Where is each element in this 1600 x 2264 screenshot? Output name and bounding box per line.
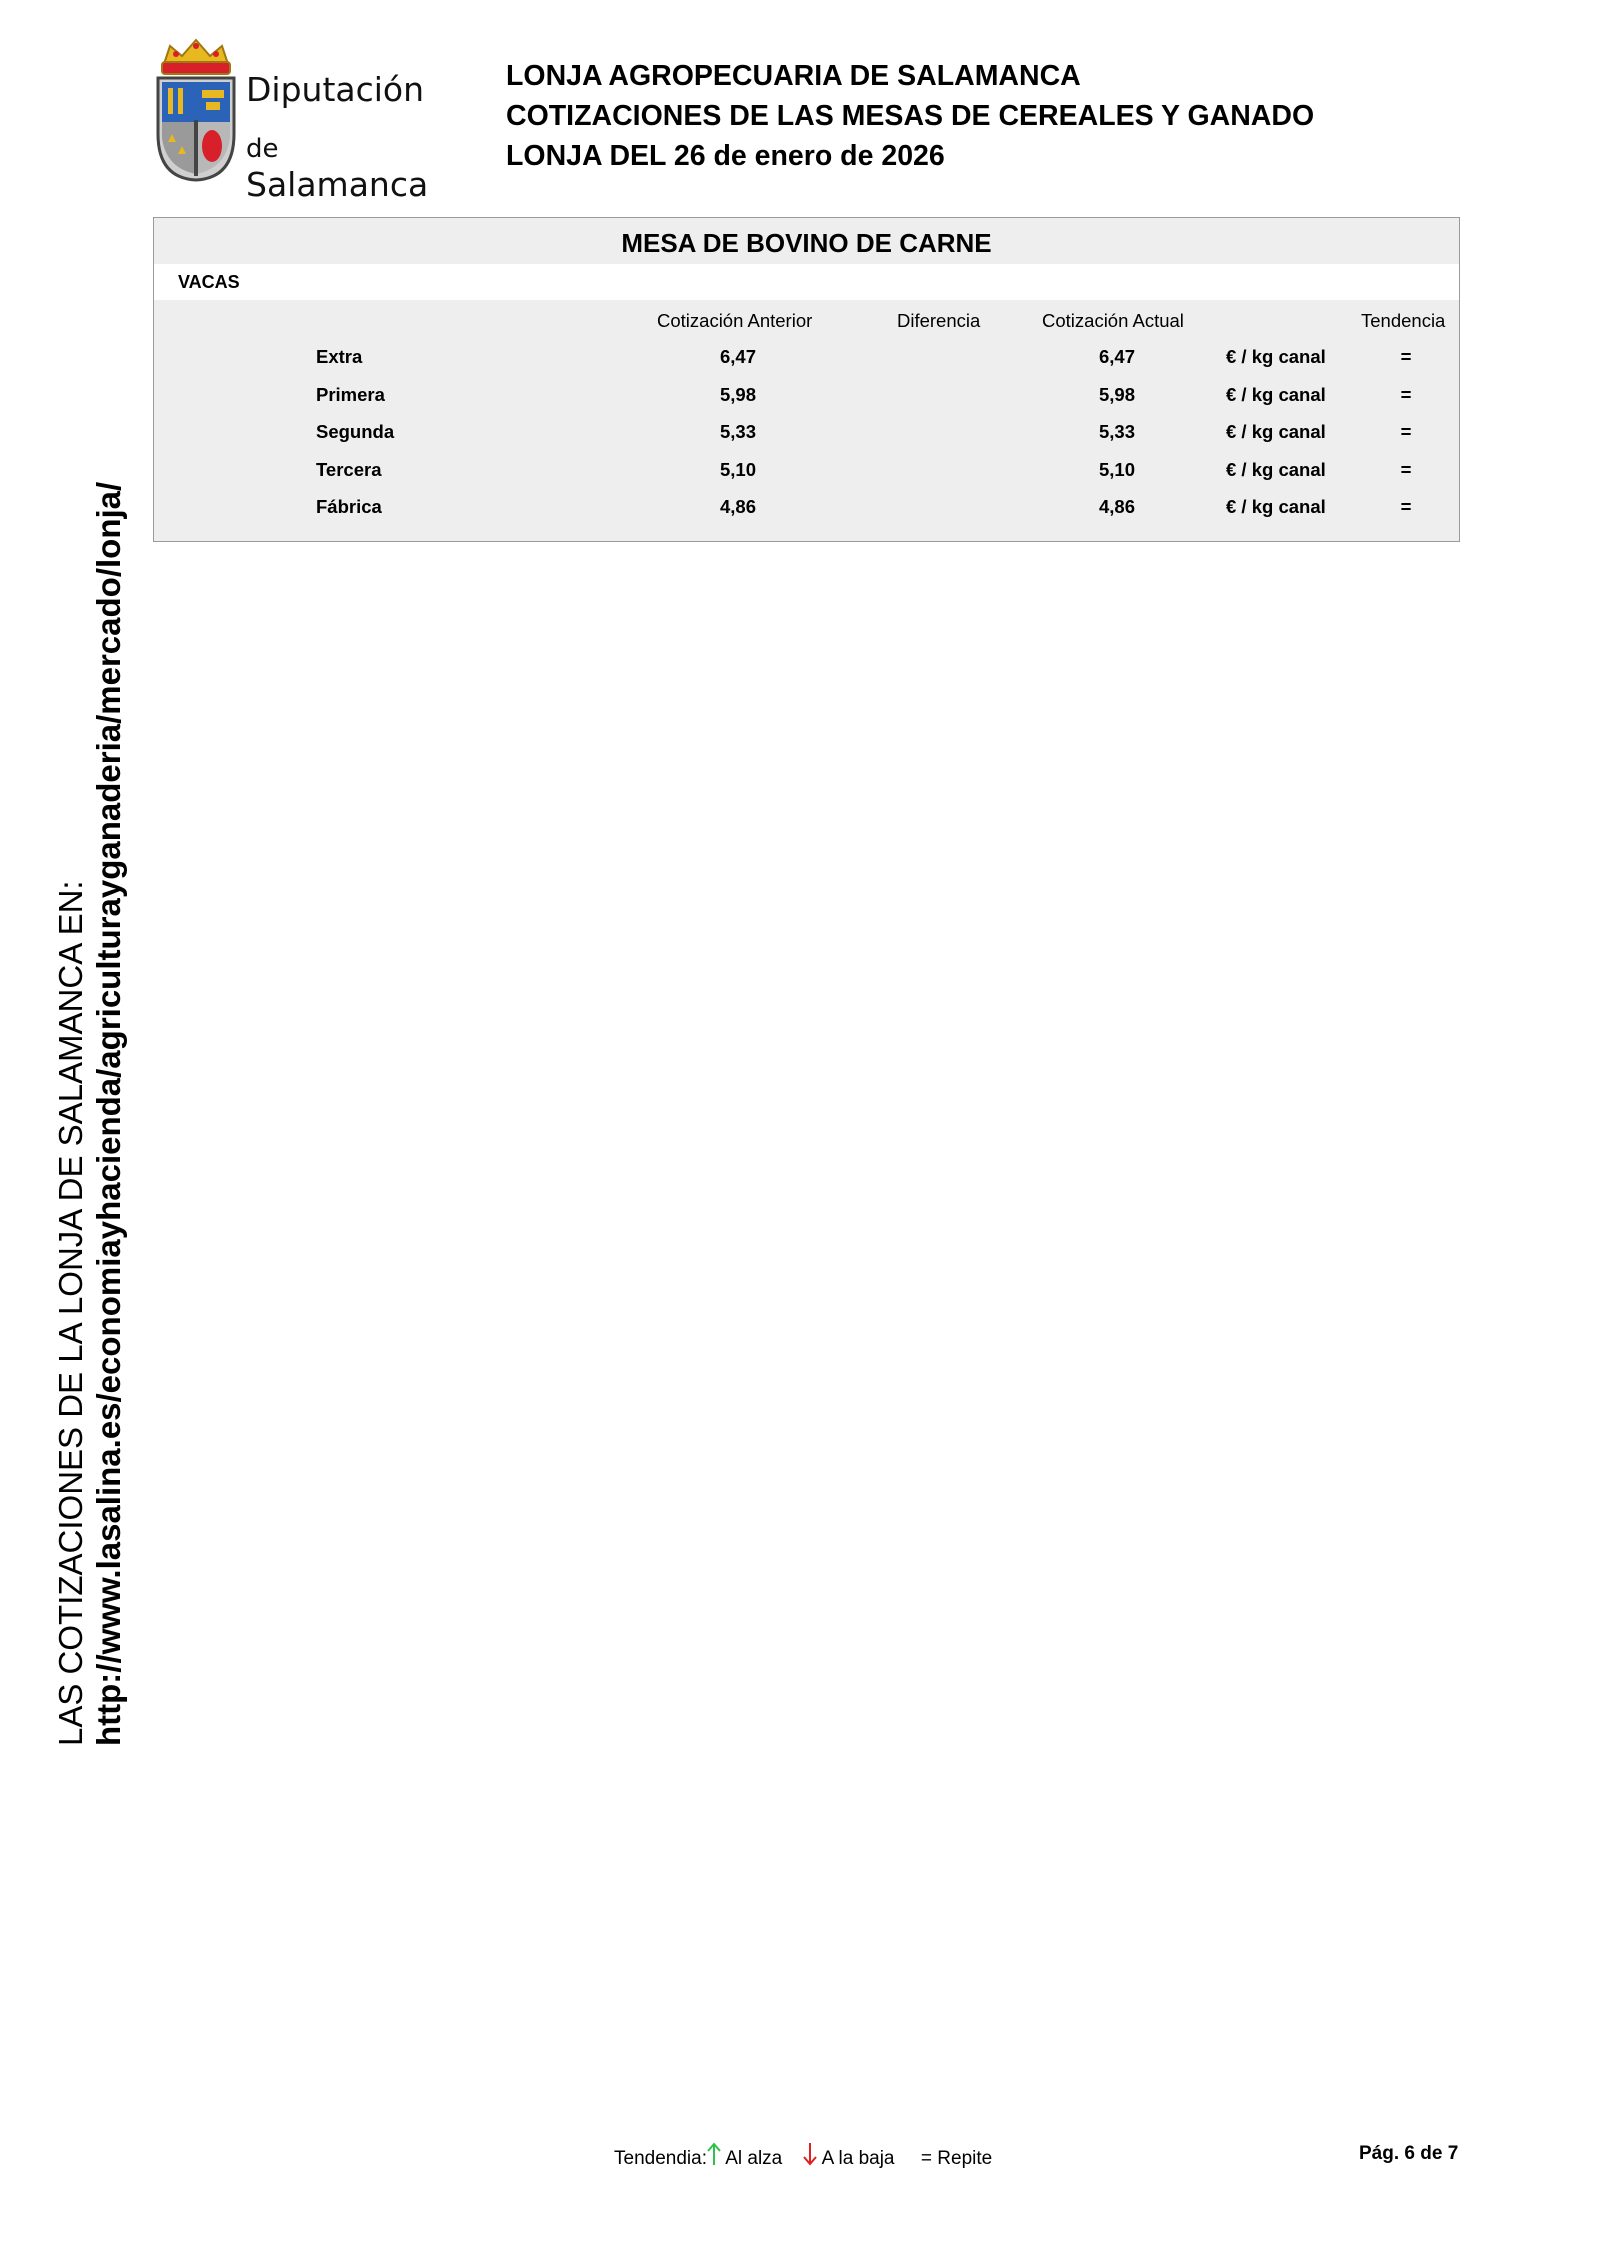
row-name: Segunda: [316, 421, 395, 442]
row-name: Primera: [316, 383, 385, 405]
row-prev-text: 4,86: [719, 496, 757, 517]
side-line-2-url[interactable]: http://www.lasalina.es/economiayhacienda/agriculturayganaderia/mercado/lonja/: [90, 481, 127, 1746]
row-prev-text: 5,33: [719, 421, 757, 442]
logo-salamanca: Salamanca: [246, 165, 429, 204]
legend-label: Tendendia:: [614, 2148, 707, 2169]
header-line-2: COTIZACIONES DE LAS MESAS DE CEREALES Y GANADO: [506, 100, 1315, 132]
arrow-down-icon: [803, 2142, 817, 2166]
row-prev-text: 5,98: [719, 383, 757, 405]
row-unit: € / kg canal: [1226, 383, 1326, 405]
col-header-trend: Tendencia: [1361, 310, 1446, 331]
page-number: Pág. 6 de 7: [1359, 2143, 1459, 2164]
col-header-actual: Cotización Actual: [1042, 310, 1184, 331]
row-name: Fábrica: [316, 496, 382, 517]
row-trend-text: =: [1400, 496, 1412, 517]
row-actual-text: 6,47: [1098, 346, 1136, 367]
header-line-3: LONJA DEL 26 de enero de 2026: [506, 140, 945, 172]
row-prev-text: 5,10: [719, 458, 757, 480]
side-line-1: LAS COTIZACIONES DE LA LONJA DE SALAMANCA EN:: [52, 880, 89, 1746]
row-name: Tercera: [316, 458, 382, 480]
table-row: [154, 496, 1459, 533]
row-trend-text: =: [1400, 421, 1412, 442]
logo-line-diputacion: Diputación: [246, 70, 425, 109]
quote-table: [153, 217, 1460, 542]
section-band: [154, 264, 1459, 300]
row-unit: € / kg canal: [1226, 421, 1326, 442]
row-prev-text: 6,47: [719, 346, 757, 367]
coat-of-arms-icon: [154, 34, 238, 182]
trend-legend: [614, 2142, 992, 2170]
row-trend-text: =: [1400, 346, 1412, 367]
row-unit: € / kg canal: [1226, 496, 1326, 517]
document-header: [506, 56, 1314, 176]
row-actual-text: 5,10: [1098, 458, 1136, 480]
header-line-1: LONJA AGROPECUARIA DE SALAMANCA: [506, 60, 1081, 92]
col-header-prev: Cotización Anterior: [657, 310, 813, 331]
arrow-up-icon: [707, 2142, 721, 2166]
row-trend-text: =: [1400, 383, 1412, 405]
legend-repeat: = Repite: [920, 2148, 993, 2169]
section-label: VACAS: [178, 272, 240, 292]
table-title: MESA DE BOVINO DE CARNE: [621, 228, 992, 258]
row-actual-text: 5,33: [1098, 421, 1136, 442]
row-name: Extra: [316, 346, 363, 367]
row-unit: € / kg canal: [1226, 458, 1326, 480]
legend-up: Al alza: [725, 2148, 783, 2169]
table-row: [154, 421, 1459, 458]
logo-de: de: [246, 134, 279, 164]
legend-down: A la baja: [821, 2148, 895, 2169]
row-unit: € / kg canal: [1226, 346, 1326, 367]
table-row: [154, 384, 1459, 421]
col-header-diff: Diferencia: [897, 310, 981, 331]
diputacion-logo: [154, 34, 454, 204]
row-actual-text: 5,98: [1098, 383, 1136, 405]
table-row: [154, 346, 1459, 383]
side-url-note: [52, 481, 128, 1746]
logo-line-salamanca: [246, 126, 454, 204]
table-row: [154, 459, 1459, 496]
row-trend-text: =: [1400, 458, 1412, 480]
row-actual-text: 4,86: [1098, 496, 1136, 517]
